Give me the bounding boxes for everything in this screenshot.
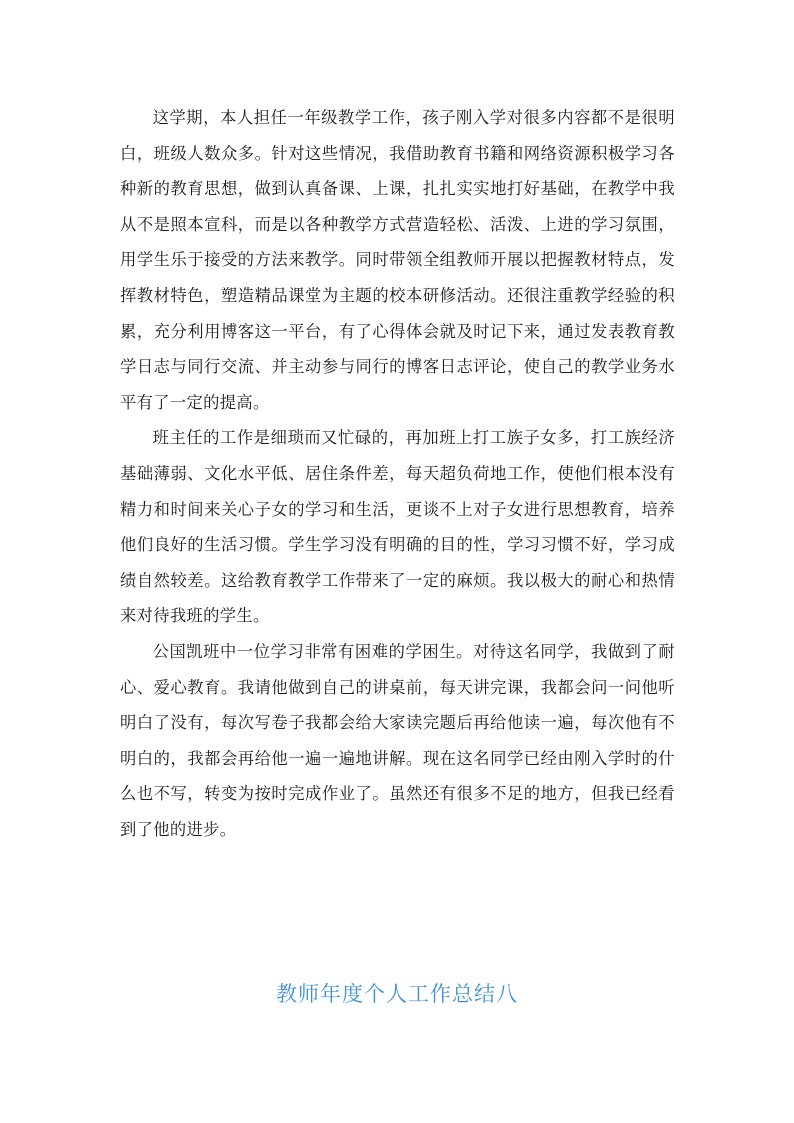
paragraph: 这学期，本人担任一年级教学工作，孩子刚入学对很多内容都不是很明白，班级人数众多。针对这些情况，我借助教育书籍和网络资源积极学习各种新的教育思想，做到认真备课、上课，扎扎实实地打好基础，在教学中我从不是照本宣科，而是以各种教学方式营造轻松、活泼、上进的学习氛围，用学生乐于接受的方法来教学。同时带领全组教师开展以把握教材特点，发挥教材特色，塑造精品课堂为主题的校本研修活动。还很注重教学经验的积累，充分利用博客这一平台，有了心得体会就及时记下来，通过发表教育教学日志与同行交流、并主动参与同行的博客日志评论，使自己的教学业务水平有了一定的提高。 (120, 108, 675, 412)
section-heading: 教师年度个人工作总结八 (276, 982, 518, 1006)
document-body (120, 100, 675, 847)
paragraph: 班主任的工作是细琐而又忙碌的，再加班上打工族子女多，打工族经济基础薄弱、文化水平低、居住条件差，每天超负荷地工作，使他们根本没有精力和时间来关心子女的学习和生活，更谈不上对子女进行思想教育，培养他们良好的生活习惯。学生学习没有明确的目的性，学习习惯不好，学习成绩自然较差。这给教育教学工作带来了一定的麻烦。我以极大的耐心和热情来对待我班的学生。 (120, 428, 675, 626)
paragraph: 公国凯班中一位学习非常有困难的学困生。对待这名同学，我做到了耐心、爱心教育。我请他做到自己的讲桌前，每天讲完课，我都会问一问他听明白了没有，每次写卷子我都会给大家读完题后再给他读一遍，每次他有不明白的，我都会再给他一遍一遍地讲解。现在这名同学已经由刚入学时的什么也不写，转变为按时完成作业了。虽然还有很多不足的地方，但我已经看到了他的进步。 (120, 641, 675, 839)
